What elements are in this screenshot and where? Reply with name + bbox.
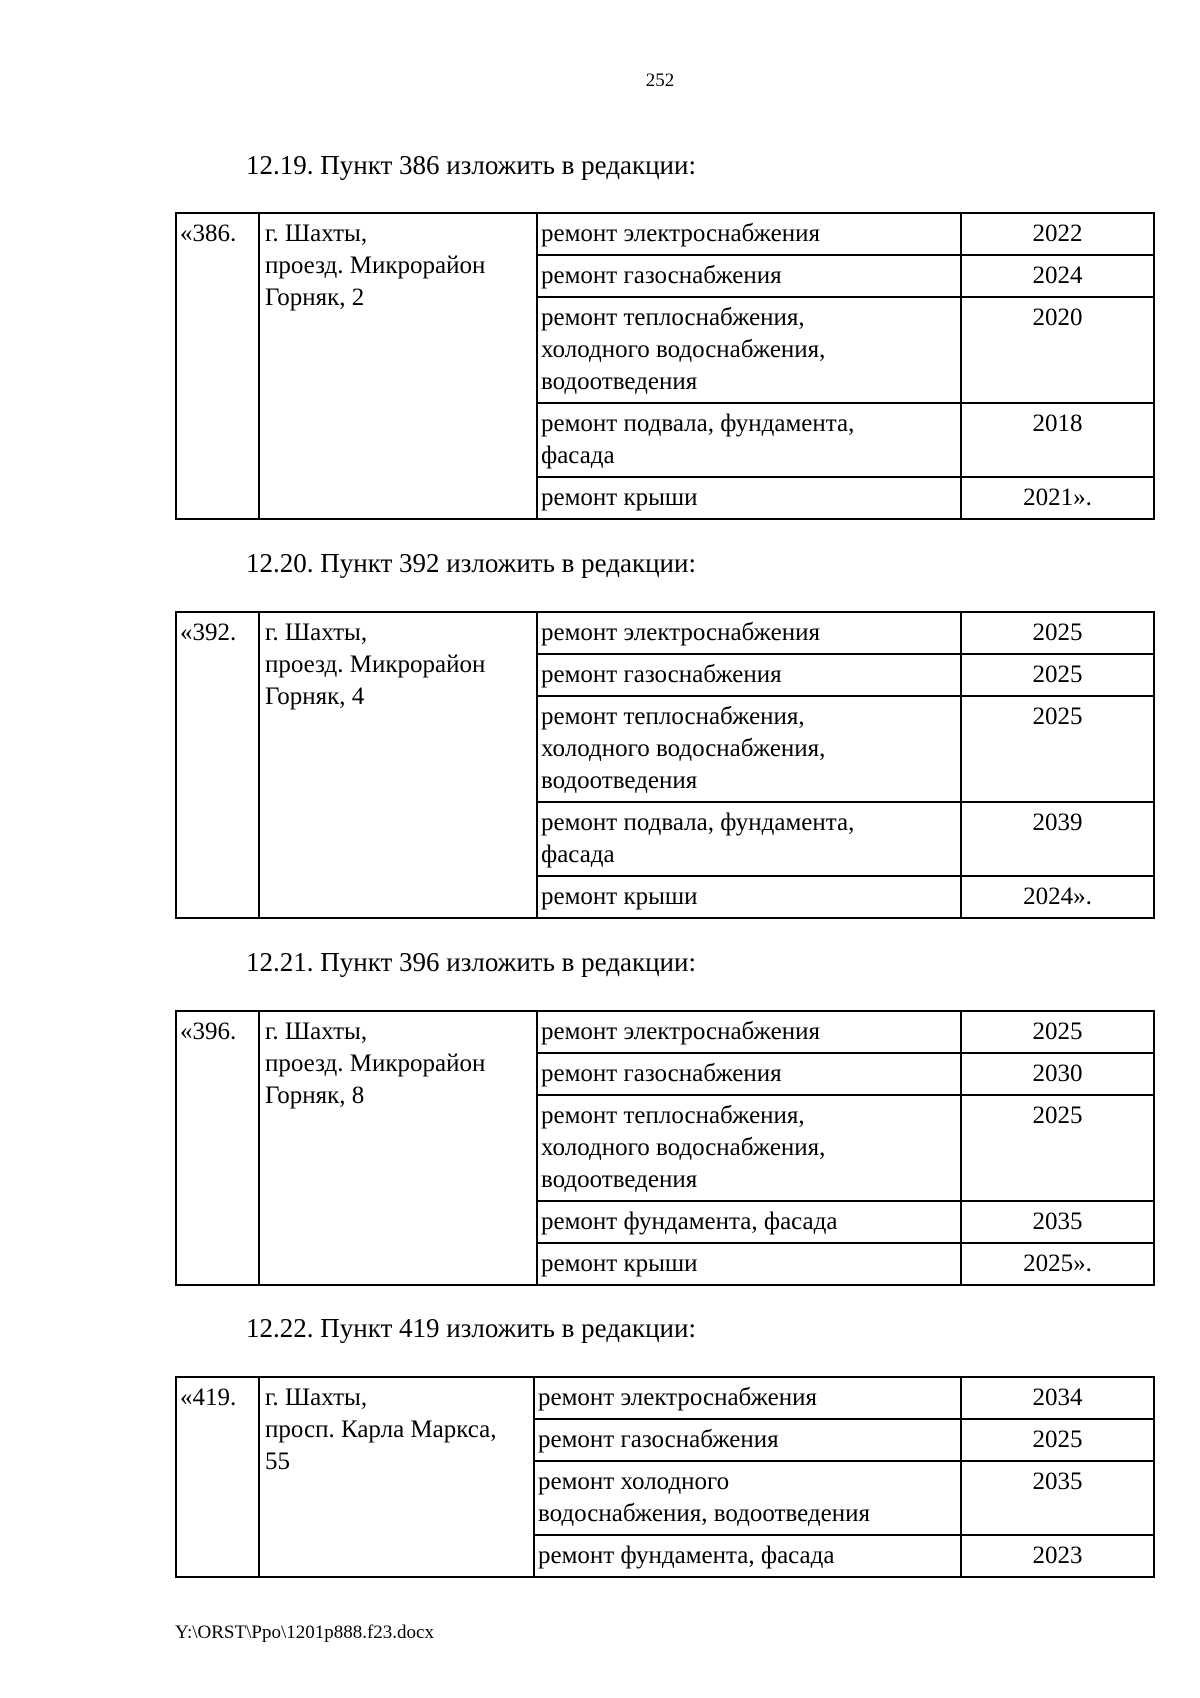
work-type: ремонт фундамента, фасада — [534, 1535, 961, 1577]
item-number: «396. — [176, 1011, 259, 1285]
address-line: проезд. Микрорайон — [265, 252, 486, 279]
work-year: 2023 — [961, 1535, 1154, 1577]
work-line: фасада — [541, 841, 615, 868]
work-line: холодного водоснабжения, — [541, 735, 826, 762]
address-line: проезд. Микрорайон — [265, 1050, 486, 1077]
address-line: Горняк, 2 — [265, 284, 365, 311]
work-type: ремонт электроснабжения — [537, 213, 961, 255]
work-year: 2020 — [961, 297, 1154, 403]
work-type — [537, 297, 961, 403]
address-line: 55 — [265, 1448, 290, 1475]
work-year: 2030 — [961, 1053, 1154, 1095]
item-address — [259, 1377, 534, 1577]
work-year: 2024». — [961, 876, 1154, 918]
address-line: г. Шахты, — [265, 1018, 368, 1045]
work-type: ремонт газоснабжения — [534, 1419, 961, 1461]
work-year: 2035 — [961, 1461, 1154, 1535]
item-table — [175, 611, 1155, 919]
address-line: г. Шахты, — [265, 619, 368, 646]
item-table — [175, 1010, 1155, 1286]
work-type: ремонт крыши — [537, 477, 961, 519]
work-year: 2035 — [961, 1201, 1154, 1243]
section-heading: 12.19. Пункт 386 изложить в редакции: — [246, 150, 696, 180]
work-line: водоотведения — [541, 368, 698, 395]
work-type — [537, 1095, 961, 1201]
item-address — [259, 1011, 537, 1285]
address-line: г. Шахты, — [265, 1384, 368, 1411]
work-type — [534, 1461, 961, 1535]
work-line: холодного водоснабжения, — [541, 1134, 826, 1161]
address-line: Горняк, 4 — [265, 683, 365, 710]
footer-file-path: Y:\ORST\Ppo\1201p888.f23.docx — [175, 1622, 434, 1643]
address-line: г. Шахты, — [265, 220, 368, 247]
item-table — [175, 1376, 1155, 1578]
item-table — [175, 212, 1155, 520]
work-year: 2024 — [961, 255, 1154, 297]
page-number: 252 — [645, 70, 675, 91]
work-year: 2025 — [961, 1419, 1154, 1461]
work-line: ремонт теплоснабжения, — [541, 304, 805, 331]
work-year: 2025 — [961, 1011, 1154, 1053]
work-type: ремонт крыши — [537, 876, 961, 918]
work-line: ремонт подвала, фундамента, — [541, 809, 855, 836]
work-year: 2022 — [961, 213, 1154, 255]
work-year: 2025 — [961, 654, 1154, 696]
item-number: «386. — [176, 213, 259, 519]
work-line: фасада — [541, 442, 615, 469]
address-line: проезд. Микрорайон — [265, 651, 486, 678]
work-year: 2018 — [961, 403, 1154, 477]
work-type: ремонт фундамента, фасада — [537, 1201, 961, 1243]
item-address — [259, 213, 537, 519]
work-line: ремонт подвала, фундамента, — [541, 410, 855, 437]
work-year: 2034 — [961, 1377, 1154, 1419]
work-type: ремонт крыши — [537, 1243, 961, 1285]
work-year: 2021». — [961, 477, 1154, 519]
work-line: водоотведения — [541, 1166, 698, 1193]
work-year: 2025 — [961, 1095, 1154, 1201]
work-type — [537, 696, 961, 802]
work-type: ремонт электроснабжения — [537, 1011, 961, 1053]
work-year: 2039 — [961, 802, 1154, 876]
work-line: холодного водоснабжения, — [541, 336, 826, 363]
work-type: ремонт газоснабжения — [537, 1053, 961, 1095]
work-year: 2025 — [961, 696, 1154, 802]
work-type: ремонт газоснабжения — [537, 255, 961, 297]
work-line: ремонт холодного — [538, 1468, 730, 1495]
work-type: ремонт электроснабжения — [537, 612, 961, 654]
work-year: 2025». — [961, 1243, 1154, 1285]
section-heading: 12.21. Пункт 396 изложить в редакции: — [246, 947, 696, 977]
work-type: ремонт газоснабжения — [537, 654, 961, 696]
work-line: ремонт теплоснабжения, — [541, 703, 805, 730]
work-year: 2025 — [961, 612, 1154, 654]
work-type — [537, 802, 961, 876]
work-line: ремонт теплоснабжения, — [541, 1102, 805, 1129]
address-line: просп. Карла Маркса, — [265, 1416, 497, 1443]
work-type — [537, 403, 961, 477]
address-line: Горняк, 8 — [265, 1082, 365, 1109]
item-address — [259, 612, 537, 918]
item-number: «392. — [176, 612, 259, 918]
work-type: ремонт электроснабжения — [534, 1377, 961, 1419]
section-heading: 12.22. Пункт 419 изложить в редакции: — [246, 1313, 696, 1343]
item-number: «419. — [176, 1377, 259, 1577]
section-heading: 12.20. Пункт 392 изложить в редакции: — [246, 548, 696, 578]
work-line: водоснабжения, водоотведения — [538, 1500, 870, 1527]
work-line: водоотведения — [541, 767, 698, 794]
